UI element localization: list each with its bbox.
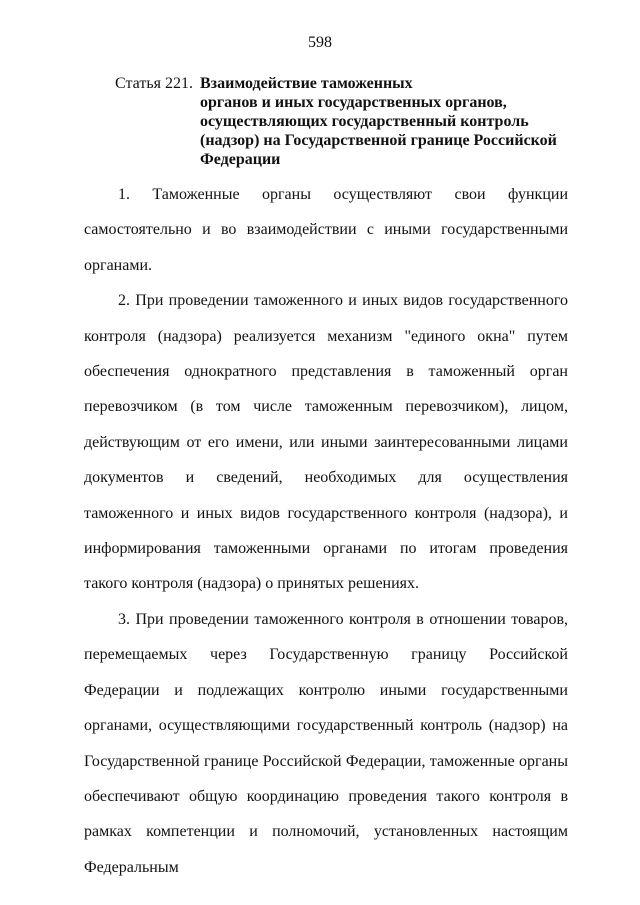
- page-number: 598: [308, 34, 332, 51]
- paragraph-2: 2. При проведении таможенного и иных видов государственного контроля (надзора) реализуется механизм "единого окна" путем обеспечения однократного представления в таможенный орган перевозчиком (в том числе таможенным перевозчиком), лицом, действующим от его имени, или иными заинтересованными лицами документов и сведений, необходимых для осуществления таможенного и иных видов государственного контроля (надзора), и информирования таможенными органами по итогам проведения такого контроля (надзора) о принятых решениях.: [84, 292, 568, 593]
- article-body: [84, 177, 568, 885]
- article-title: Взаимодействие таможенных органов и иных государственных органов, осуществляющих государственный контроль (надзор) на Государственной границе Российской Федерации: [200, 75, 557, 168]
- article-heading: [115, 74, 575, 169]
- article-label: Статья 221.: [115, 75, 193, 92]
- paragraph-3: 3. При проведении таможенного контроля в отношении товаров, перемещаемых через Государственную границу Российской Федерации и подлежащих контролю иными государственными органами, осуществляющими государственный контроль (надзор) на Государственной границе Российской Федерации, таможенные органы обеспечивают общую координацию проведения такого контроля в рамках компетенции и полномочий, установленных настоящим Федеральным: [84, 610, 568, 876]
- paragraph-1: 1. Таможенные органы осуществляют свои функции самостоятельно и во взаимодействии с иными государственными органами.: [84, 186, 568, 274]
